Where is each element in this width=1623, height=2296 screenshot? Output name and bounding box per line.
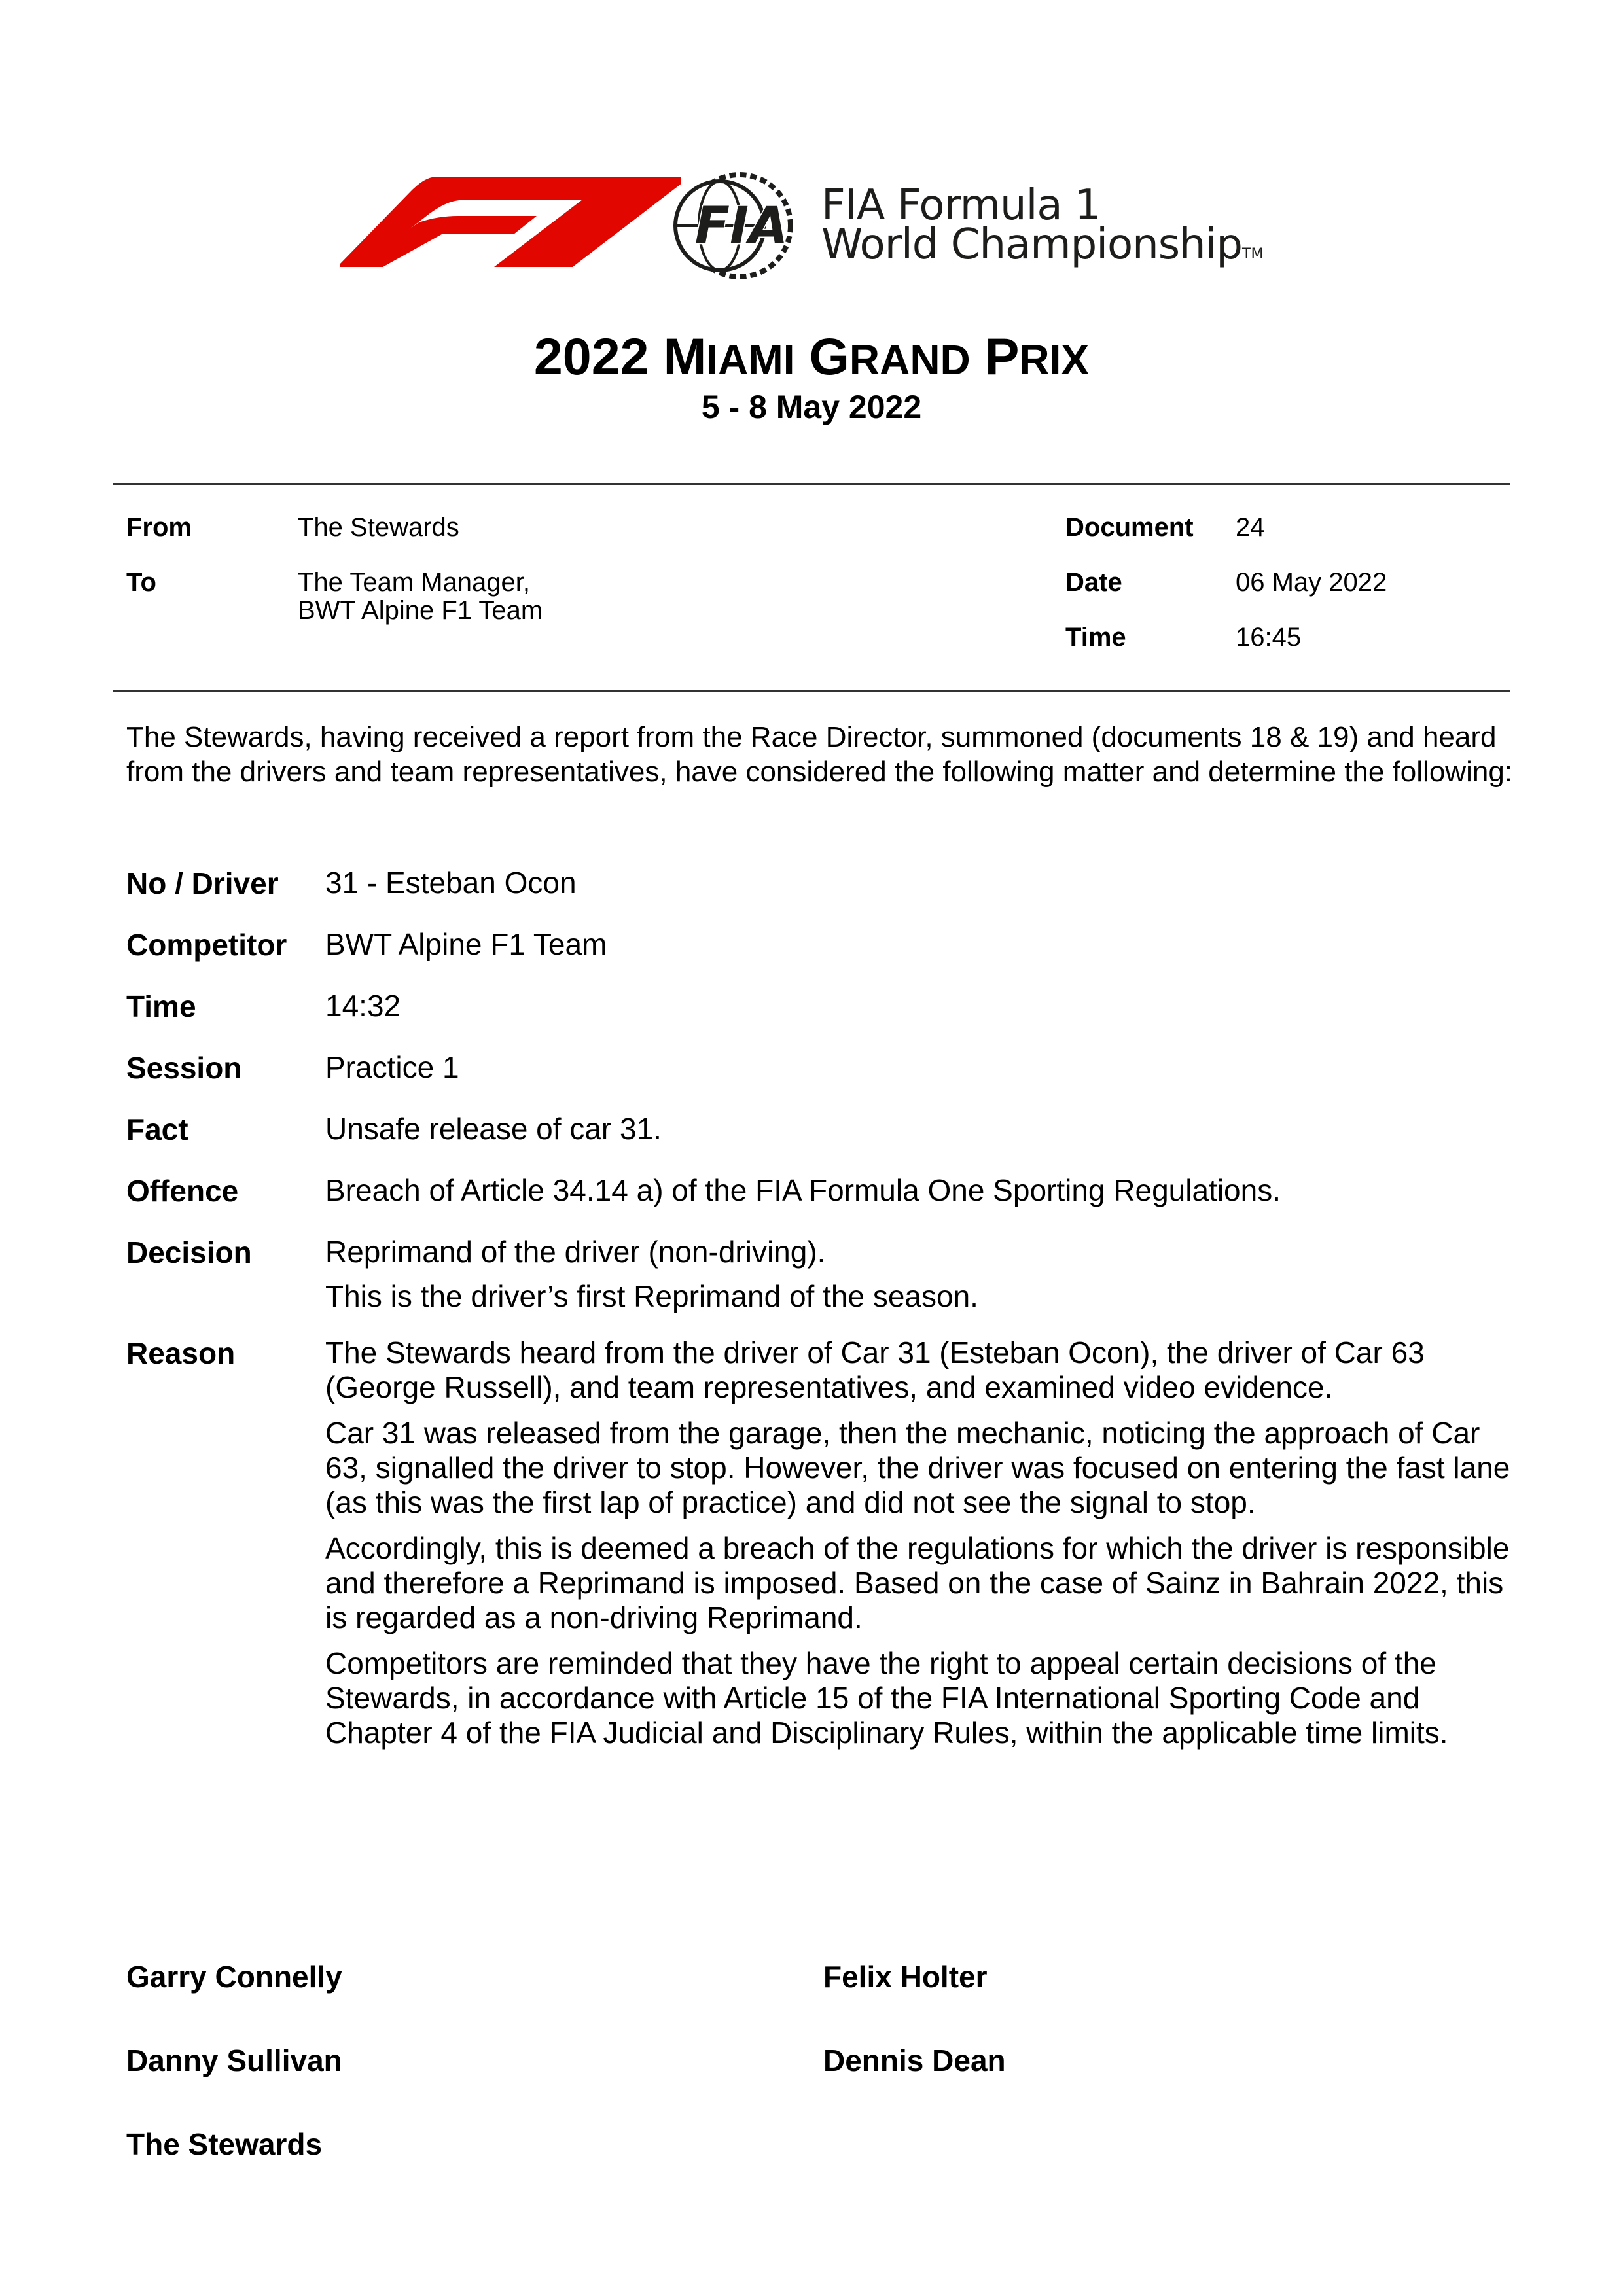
reason-label: Reason	[126, 1336, 236, 1370]
time-label: Time	[1065, 623, 1126, 652]
time-value: 16:45	[1236, 623, 1302, 652]
steward-signature: Felix Holter	[823, 1960, 988, 1994]
to-label: To	[126, 568, 156, 597]
offence-label: Offence	[126, 1174, 239, 1208]
competitor-value: BWT Alpine F1 Team	[325, 927, 607, 961]
decision-label: Decision	[126, 1235, 252, 1269]
decision-value	[325, 1235, 1523, 1325]
document-title: 2022 MIAMI GRAND PRIX	[533, 327, 1090, 385]
stewards-footer: The Stewards	[126, 2127, 323, 2161]
incident-time-label: Time	[126, 989, 196, 1023]
reason-paragraph: Competitors are reminded that they have the right to appeal certain decisions of the Stewards, in accordance with Article 15 of the FIA International Sporting Code and Chapter 4 of the FIA Judicial and Disciplinary Rules, within the applicable time limits.	[325, 1646, 1448, 1750]
competitor-label: Competitor	[126, 928, 287, 962]
decision-line: This is the driver’s first Reprimand of the season.	[325, 1279, 978, 1313]
steward-signature: Garry Connelly	[126, 1960, 342, 1994]
fact-value: Unsafe release of car 31.	[325, 1112, 662, 1146]
driver-label: No / Driver	[126, 866, 279, 900]
incident-time-value: 14:32	[325, 989, 401, 1023]
from-label: From	[126, 513, 192, 542]
date-value: 06 May 2022	[1236, 568, 1387, 597]
date-label: Date	[1065, 568, 1122, 597]
f1-fia-logo	[340, 167, 1322, 285]
steward-signature: Dennis Dean	[823, 2043, 1006, 2077]
event-dates: 5 - 8 May 2022	[701, 389, 922, 425]
logo-line-2: World ChampionshipTM	[821, 221, 1264, 269]
header-bottom-divider	[113, 690, 1510, 692]
to-value: The Team Manager, BWT Alpine F1 Team	[298, 568, 543, 625]
session-value: Practice 1	[325, 1050, 459, 1084]
fia-globe-icon	[671, 170, 808, 281]
document-value: 24	[1236, 513, 1265, 542]
header-top-divider	[113, 483, 1510, 485]
decision-line: Reprimand of the driver (non-driving).	[325, 1235, 826, 1269]
offence-value: Breach of Article 34.14 a) of the FIA Formula One Sporting Regulations.	[325, 1173, 1281, 1207]
intro-paragraph: The Stewards, having received a report from the Race Director, summoned (documents 18 & 19) and heard from the drivers and team representatives, have considered the following matter and determine the following:	[126, 721, 1513, 788]
from-value: The Stewards	[298, 513, 459, 542]
fia-badge-text: FIA	[694, 197, 789, 256]
reason-paragraph: The Stewards heard from the driver of Car 31 (Esteban Ocon), the driver of Car 63 (George Russell), and team representatives, and examined video evidence.	[325, 1335, 1425, 1404]
driver-value: 31 - Esteban Ocon	[325, 866, 577, 900]
reason-paragraph: Car 31 was released from the garage, then the mechanic, noticing the approach of Car 63, signalled the driver to stop. However, the driver was focused on entering the fast lane (as this was the first lap of practice) and did not see the signal to stop.	[325, 1416, 1510, 1519]
session-label: Session	[126, 1051, 242, 1085]
logo-line-1: FIA Formula 1	[821, 181, 1101, 230]
fact-label: Fact	[126, 1112, 188, 1146]
trademark-mark: TM	[1242, 246, 1264, 262]
f1-logo-icon	[340, 177, 681, 275]
document-label: Document	[1065, 513, 1194, 542]
reason-value	[325, 1335, 1523, 1761]
steward-signature: Danny Sullivan	[126, 2043, 342, 2077]
reason-paragraph: Accordingly, this is deemed a breach of the regulations for which the driver is responsible and therefore a Reprimand is imposed. Based on the case of Sainz in Bahrain 2022, this is regarded as a non-driving Reprimand.	[325, 1531, 1510, 1634]
